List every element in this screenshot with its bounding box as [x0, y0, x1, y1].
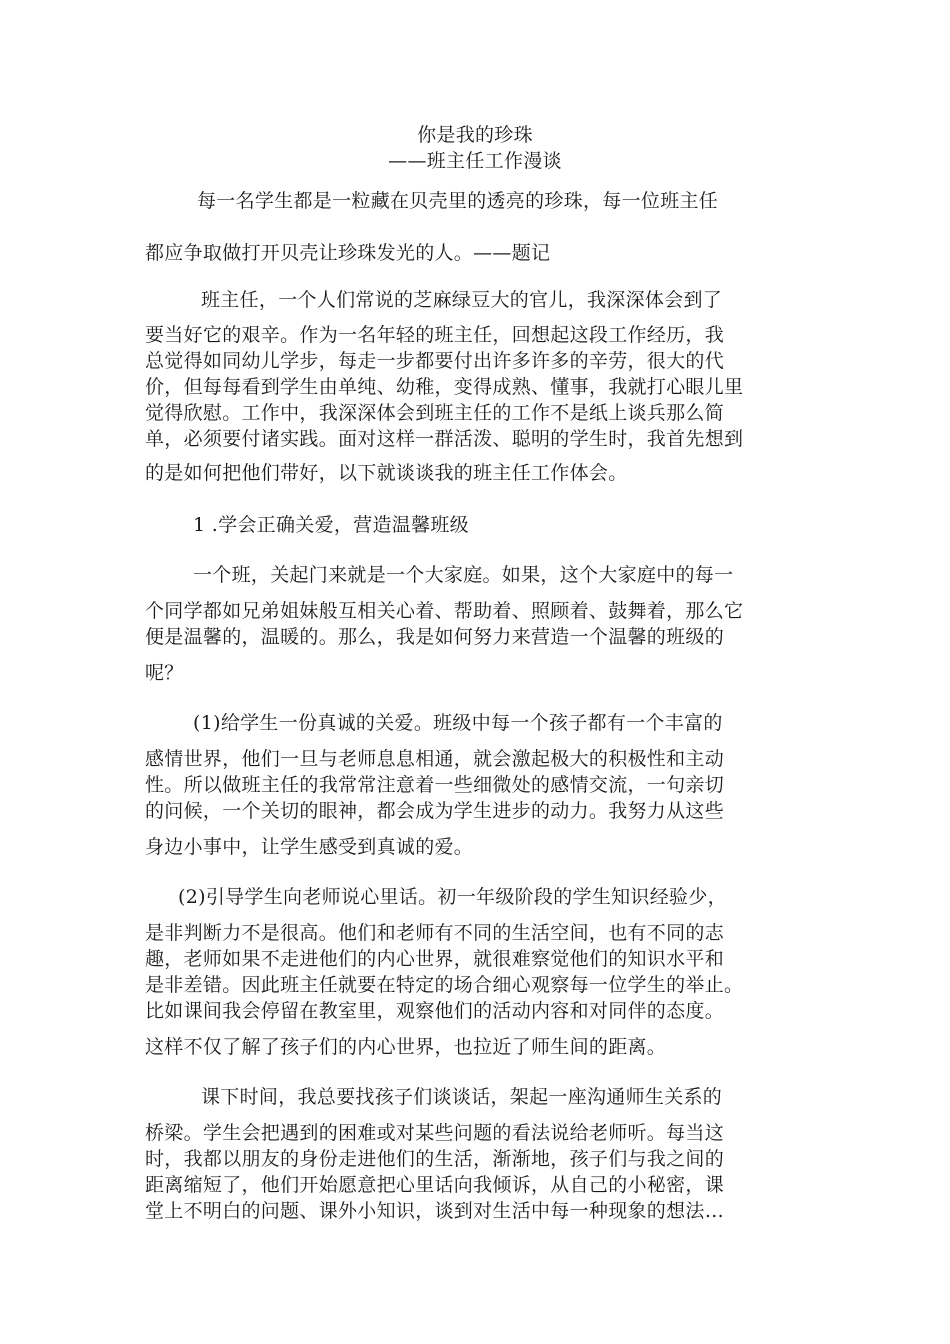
paragraph-line: 一个班，关起门来就是一个大家庭。如果，这个大家庭中的每一 — [193, 564, 734, 586]
paragraph-line: 身边小事中，让学生感受到真诚的爱。 — [145, 836, 474, 858]
paragraph-line: 时，我都以朋友的身份走进他们的生活，渐渐地，孩子们与我之间的 — [145, 1148, 725, 1170]
section-heading: 1 .学会正确关爱，营造温馨班级 — [193, 514, 469, 536]
paragraph-line: 个同学都如兄弟姐妹般互相关心着、帮助着、照顾着、鼓舞着，那么它 — [145, 600, 744, 622]
paragraph-line: 感情世界，他们一旦与老师息息相通，就会激起极大的积极性和主动 — [145, 748, 725, 770]
paragraph-line: (1)给学生一份真诚的关爱。班级中每一个孩子都有一个丰富的 — [193, 712, 723, 734]
document-subtitle: ——班主任工作漫谈 — [388, 150, 562, 172]
paragraph-line: 比如课间我会停留在教室里，观察他们的活动内容和对同伴的态度。 — [145, 1000, 725, 1022]
paragraph-line: 单，必须要付诸实践。面对这样一群活泼、聪明的学生时，我首先想到 — [145, 428, 744, 450]
paragraph-line: 价，但每每看到学生由单纯、幼稚，变得成熟、懂事，我就打心眼儿里 — [145, 376, 744, 398]
epigraph-line: 每一名学生都是一粒藏在贝壳里的透亮的珍珠，每一位班主任 — [197, 190, 719, 212]
paragraph-line: 呢？ — [145, 662, 184, 684]
paragraph-line: 是非差错。因此班主任就要在特定的场合细心观察每一位学生的举止。 — [145, 974, 744, 996]
paragraph-line: 趣，老师如果不走进他们的内心世界，就很难察觉他们的知识水平和 — [145, 948, 725, 970]
paragraph-line: 总觉得如同幼儿学步，每走一步都要付出许多许多的辛劳，很大的代 — [145, 350, 725, 372]
paragraph-line: 班主任，一个人们常说的芝麻绿豆大的官儿，我深深体会到了 — [201, 289, 723, 311]
paragraph-line: 堂上不明白的问题、课外小知识，谈到对生活中每一种现象的想法… — [145, 1200, 725, 1222]
epigraph-line: 都应争取做打开贝壳让珍珠发光的人。——题记 — [145, 242, 551, 264]
paragraph-line: 的问候，一个关切的眼神，都会成为学生进步的动力。我努力从这些 — [145, 800, 725, 822]
document-title: 你是我的珍珠 — [417, 124, 533, 146]
paragraph-line: 是非判断力不是很高。他们和老师有不同的生活空间，也有不同的志 — [145, 922, 725, 944]
paragraph-line: 便是温馨的，温暖的。那么，我是如何努力来营造一个温馨的班级的 — [145, 626, 725, 648]
paragraph-line: 觉得欣慰。工作中，我深深体会到班主任的工作不是纸上谈兵那么简 — [145, 402, 725, 424]
paragraph-line: 要当好它的艰辛。作为一名年轻的班主任，回想起这段工作经历，我 — [145, 324, 725, 346]
paragraph-line: 这样不仅了解了孩子们的内心世界，也拉近了师生间的距离。 — [145, 1036, 667, 1058]
paragraph-line: 的是如何把他们带好，以下就谈谈我的班主任工作体会。 — [145, 462, 628, 484]
paragraph-line: 性。所以做班主任的我常常注意着一些细微处的感情交流，一句亲切 — [145, 774, 725, 796]
paragraph-line: 距离缩短了，他们开始愿意把心里话向我倾诉，从自己的小秘密，课 — [145, 1174, 725, 1196]
paragraph-line: (2)引导学生向老师说心里话。初一年级阶段的学生知识经验少， — [178, 886, 727, 908]
paragraph-line: 桥梁。学生会把遇到的困难或对某些问题的看法说给老师听。每当这 — [145, 1122, 725, 1144]
paragraph-line: 课下时间，我总要找孩子们谈谈话，架起一座沟通师生关系的 — [201, 1086, 723, 1108]
